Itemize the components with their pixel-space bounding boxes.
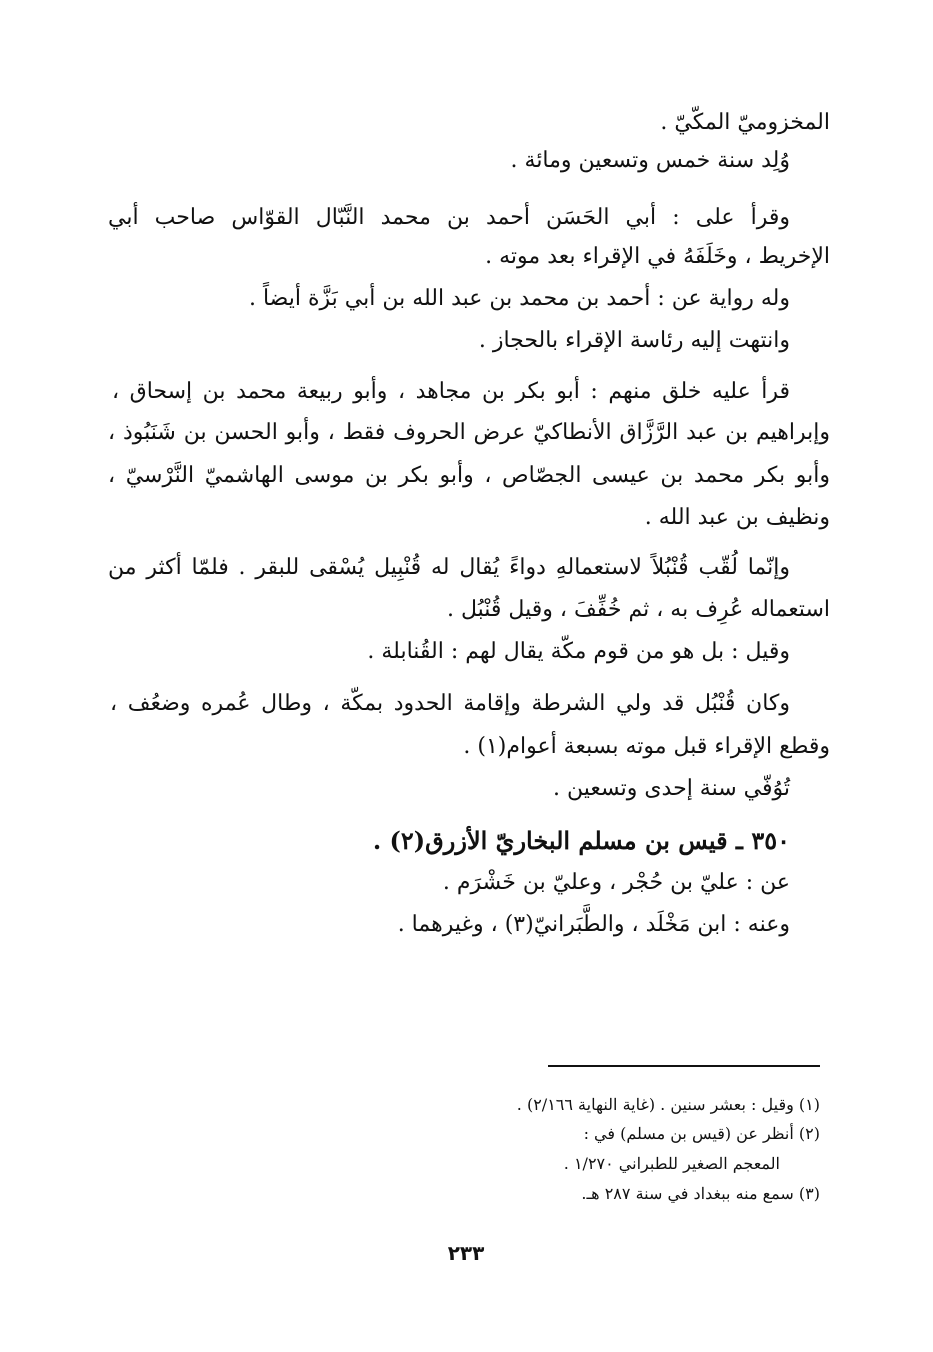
text-line: وعنه : ابن مَخْلَد ، والطَّبَرانيّ(٣) ، وغيرهما . xyxy=(397,912,790,937)
text-line: وانتهت إليه رئاسة الإقراء بالحجاز . xyxy=(478,328,790,353)
footnote: (١) وقيل : بعشر سنين . (غاية النهاية ٢/١٦٦) . xyxy=(516,1095,820,1114)
footnote-separator xyxy=(548,1065,820,1067)
text-line: وإنّما لُقّب قُنْبُلاً لاستعمالهِ دواءً يُقال له قُنْبِيل يُسْقى للبقر . فلمّا أكثر من xyxy=(108,555,790,580)
footnote: المعجم الصغير للطبراني ١/٢٧٠ . xyxy=(563,1154,780,1173)
text-line: قرأ عليه خلق منهم : أبو بكر بن مجاهد ، وأبو ربيعة محمد بن إسحاق ، xyxy=(112,379,790,404)
text-line: الإخريط ، وخَلَفَهُ في الإقراء بعد موته . xyxy=(485,244,830,269)
text-line: وإبراهيم بن عبد الرَّزَّاق الأنطاكيّ عرض الحروف فقط ، وأبو الحسن بن شَنَبُوذ ، xyxy=(108,420,830,445)
page-number: ٢٣٣ xyxy=(447,1241,485,1265)
text-line: وكان قُنْبُل قد ولي الشرطة وإقامة الحدود بمكّة ، وطال عُمره وضعُف ، xyxy=(110,691,790,716)
text-line: وقرأ على : أبي الحَسَن أحمد بن محمد النَّبّال القوّاس صاحب أبي xyxy=(108,205,790,230)
text-line: عن : عليّ بن حُجْر ، وعليّ بن خَشْرَم . xyxy=(442,870,790,895)
text-line: وقطع الإقراء قبل موته بسبعة أعوام(١) . xyxy=(463,734,830,759)
text-line: ونظيف بن عبد الله . xyxy=(644,505,830,530)
text-line: وُلِد سنة خمس وتسعين ومائة . xyxy=(510,148,790,173)
text-line: وله رواية عن : أحمد بن محمد بن عبد الله بن أبي بَزَّة أيضاً . xyxy=(248,286,790,311)
footnote: (٣) سمع منه ببغداد في سنة ٢٨٧ هـ. xyxy=(581,1184,820,1203)
text-line: وقيل : بل هو من قوم مكّة يقال لهم : القُنابلة . xyxy=(367,639,790,664)
footnote: (٢) أنظر عن (قيس بن مسلم) في : xyxy=(583,1124,820,1143)
text-line: تُوُفّي سنة إحدى وتسعين . xyxy=(552,776,790,801)
entry-heading: ٣٥٠ ـ قيس بن مسلم البخاريّ الأزرق(٢) . xyxy=(372,826,790,855)
text-line: المخزوميّ المكّيّ . xyxy=(660,110,830,135)
text-line: وأبو بكر محمد بن عيسى الجصّاص ، وأبو بكر بن موسى الهاشميّ النَّرْسيّ ، xyxy=(108,463,830,488)
text-line: استعماله عُرِف به ، ثم خُفِّفَ ، وقيل قُنْبُل . xyxy=(446,597,830,622)
